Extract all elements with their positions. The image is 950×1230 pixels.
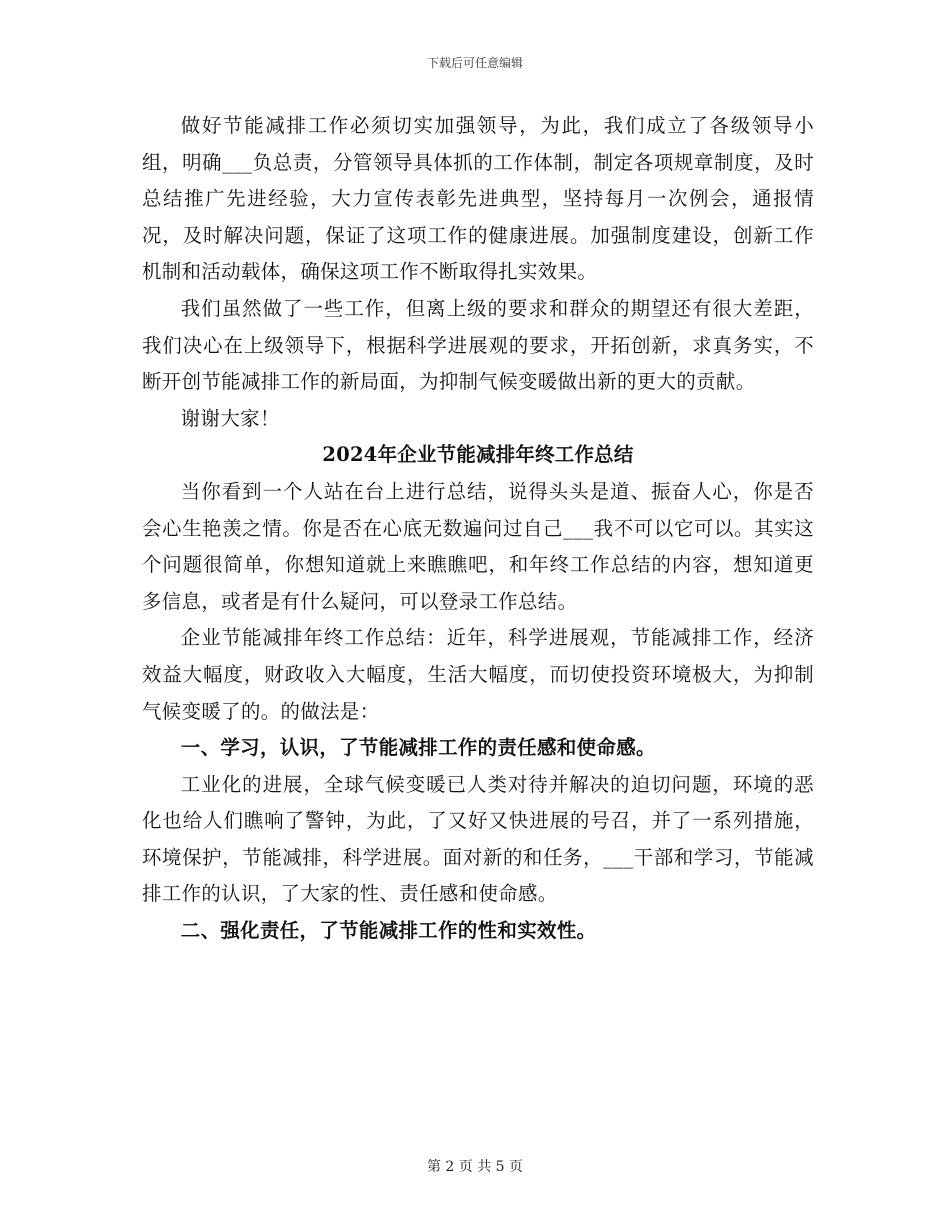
section-title: 2024年企业节能减排年终工作总结	[322, 443, 634, 467]
document-body	[142, 108, 814, 950]
paragraph-leadership: 做好节能减排工作必须切实加强领导，为此，我们成立了各级领导小组，明确___负总责，分管领导具体抓的工作体制，制定各项规章制度，及时总结推广先进经验，大力宣传表彰先进典型，坚持每月一次例会，通报情况，及时解决问题，保证了这项工作的健康进展。加强制度建设，创新工作机制和活动载体，确保这项工作不断取得扎实效果。	[142, 114, 814, 284]
paragraph-industrialization: 工业化的进展，全球气候变暖已人类对待并解决的迫切问题，环境的恶化也给人们瞧响了警钟，为此，了又好又快进展的号召，并了一系列措施，环境保护，节能减排，科学进展。面对新的和任务，___干部和学习，节能减排工作的认识，了大家的性、责任感和使命感。	[142, 772, 814, 906]
page-header: 下载后可任意编辑	[426, 56, 523, 70]
heading-two: 二、强化责任，了节能减排工作的性和实效性。	[180, 919, 597, 943]
paragraph-summary: 企业节能减排年终工作总结：近年，科学进展观，节能减排工作，经济效益大幅度，财政收入大幅度，生活大幅度，而切使投资环境极大，为抑制气候变暖了的。的做法是：	[142, 626, 814, 723]
heading-one: 一、学习，认识，了节能减排工作的责任感和使命感。	[180, 736, 656, 760]
paragraph-commitment: 我们虽然做了一些工作，但离上级的要求和群众的期望还有很大差距，我们决心在上级领导下，根据科学进展观的要求，开拓创新，求真务实，不断开创节能减排工作的新局面，为抑制气候变暖做出新的更大的贡献。	[142, 296, 814, 394]
page-footer: 第 2 页 共 5 页	[426, 1159, 524, 1175]
paragraph-intro: 当你看到一个人站在台上进行总结，说得头头是道、振奋人心，你是否会心生艳羡之情。你是否在心底无数遍问过自己___我不可以它可以。其实这个问题很简单，你想知道就上来瞧瞧吧，和年终工作总结的内容，想知道更多信息，或者是有什么疑问，可以登录工作总结。	[142, 479, 814, 613]
paragraph-thanks: 谢谢大家！	[180, 406, 280, 430]
